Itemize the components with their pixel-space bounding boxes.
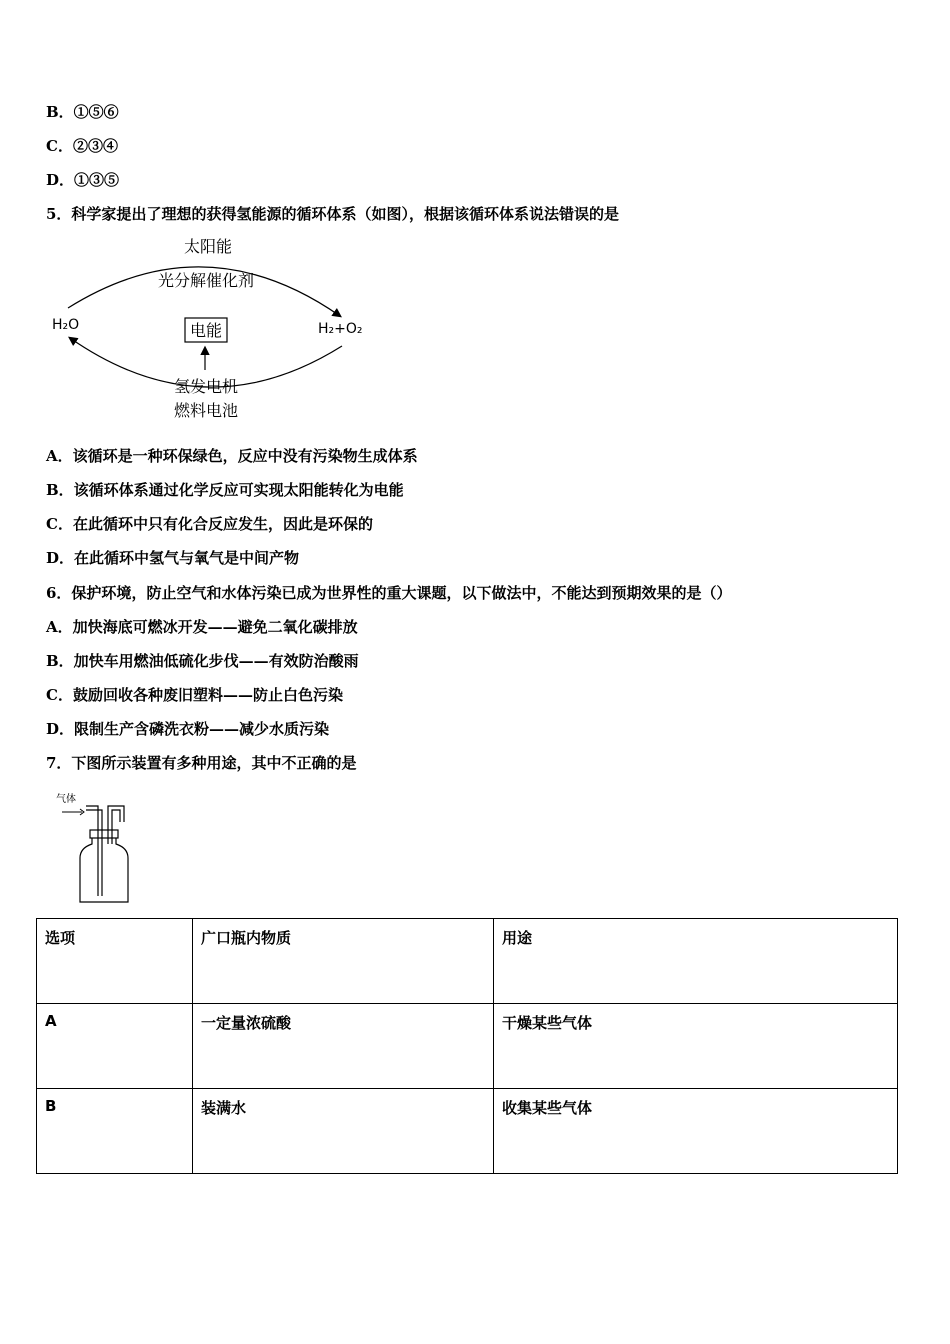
- q6-stem: 6．保护环境，防止空气和水体污染已成为世界性的重大课题，以下做法中，不能达到预期效果的是（）: [46, 584, 732, 602]
- hydrogen-cycle-diagram: [40, 232, 380, 424]
- q5-option-c: C．在此循环中只有化合反应发生，因此是环保的: [46, 515, 373, 533]
- bottle-body: [80, 834, 128, 902]
- bottom-label-1: 氢发电机: [173, 377, 239, 396]
- row-a-substance: 一定量浓硫酸: [193, 1004, 494, 1089]
- header-option: 选项: [37, 919, 193, 1004]
- top-label-1: 太阳能: [183, 237, 233, 256]
- header-use: 用途: [494, 919, 898, 1004]
- q5-stem: 5．科学家提出了理想的获得氢能源的循环体系（如图），根据该循环体系说法错误的是: [46, 205, 619, 223]
- q7-stem: 7．下图所示装置有多种用途，其中不正确的是: [46, 754, 357, 772]
- q6-option-b: B．加快车用燃油低硫化步伐——有效防治酸雨: [46, 652, 359, 670]
- left-label: H₂O: [52, 317, 80, 333]
- table-row: [37, 1004, 898, 1089]
- stopper: [90, 830, 118, 838]
- table-row: [37, 1089, 898, 1174]
- q6-option-d: D．限制生产含磷洗衣粉——减少水质污染: [46, 720, 330, 738]
- row-a-option: A: [37, 1004, 193, 1089]
- prev-option-c: C．②③④: [46, 137, 118, 155]
- q5-option-b: B．该循环体系通过化学反应可实现太阳能转化为电能: [46, 481, 404, 499]
- header-substance: 广口瓶内物质: [193, 919, 494, 1004]
- row-a-use: 干燥某些气体: [494, 1004, 898, 1089]
- prev-option-d: D．①③⑤: [46, 171, 120, 189]
- q6-option-a: A．加快海底可燃冰开发——避免二氧化碳排放: [46, 618, 358, 636]
- row-b-use: 收集某些气体: [494, 1089, 898, 1174]
- gas-washing-bottle-figure: [50, 788, 140, 906]
- right-label: H₂+O₂: [318, 321, 363, 337]
- top-label-2: 光分解催化剂: [157, 271, 255, 290]
- row-b-option: B: [37, 1089, 193, 1174]
- row-b-substance: 装满水: [193, 1089, 494, 1174]
- q6-option-c: C．鼓励回收各种废旧塑料——防止白色污染: [46, 686, 343, 704]
- center-label: 电能: [189, 321, 223, 340]
- bottom-label-2: 燃料电池: [173, 401, 239, 420]
- q5-option-d: D．在此循环中氢气与氧气是中间产物: [46, 549, 300, 567]
- table-header-row: [37, 919, 898, 1004]
- inlet-tube: [86, 806, 98, 896]
- q5-option-a: A．该循环是一种环保绿色，反应中没有污染物生成体系: [46, 447, 418, 465]
- q7-options-table: [36, 918, 898, 1174]
- prev-option-b: B．①⑤⑥: [46, 103, 119, 121]
- gas-label: 气体: [56, 794, 76, 805]
